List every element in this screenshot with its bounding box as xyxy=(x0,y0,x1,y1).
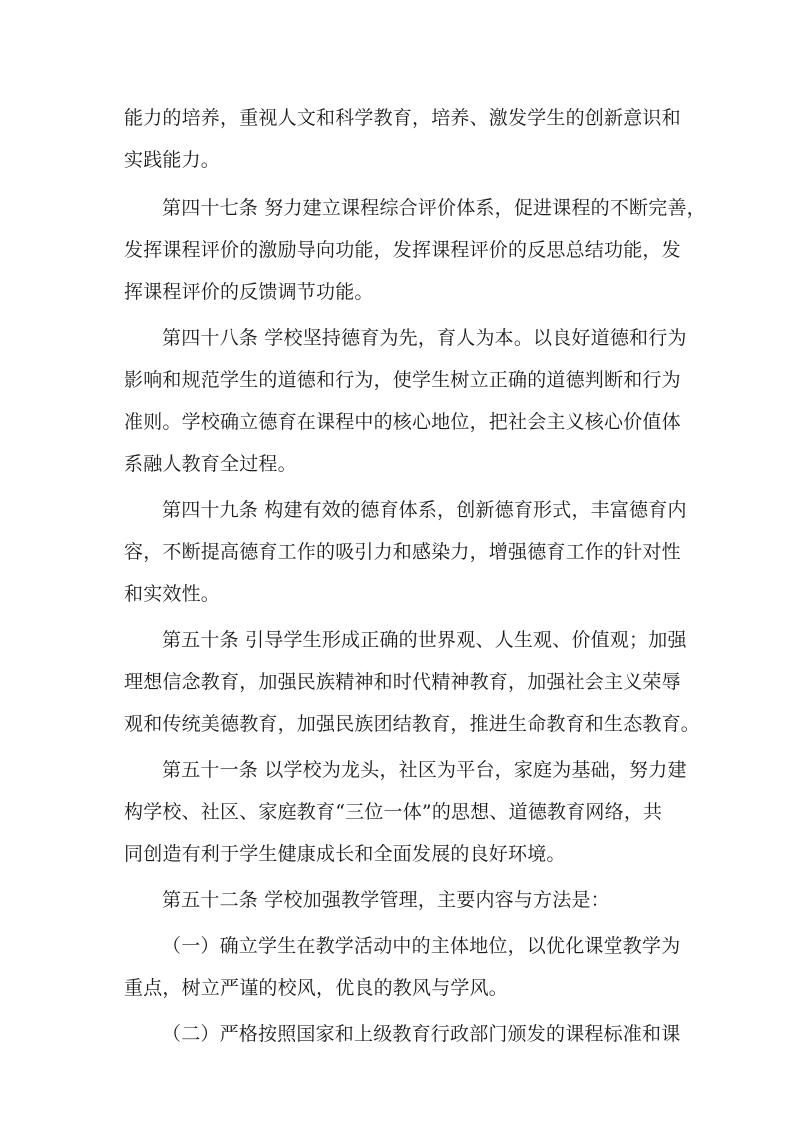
text-line-4: 发挥课程评价的激励导向功能，发挥课程评价的反思总结功能，发 xyxy=(124,239,681,261)
text-line-18: 同创造有利于学生健康成长和全面发展的良好环境。 xyxy=(124,843,566,865)
clause-2-line: （二）严格按照国家和上级教育行政部门颁发的课程标准和课 xyxy=(162,1023,681,1045)
text-line-1: 能力的培养，重视人文和科学教育，培养、激发学生的创新意识和 xyxy=(124,107,681,129)
text-line-17: 构学校、社区、家庭教育“三位一体”的思想、道德教育网络，共 xyxy=(124,801,663,823)
text-line-12: 和实效性。 xyxy=(124,583,221,605)
text-line-11: 容，不断提高德育工作的吸引力和感染力，增强德育工作的针对性 xyxy=(124,541,681,563)
article-47-heading-line: 第四十七条 努力建立课程综合评价体系，促进课程的不断完善， xyxy=(162,197,706,219)
text-line-7: 影响和规范学生的道德和行为，使学生树立正确的道德判断和行为 xyxy=(124,369,681,391)
article-51-heading-line: 第五十一条 以学校为龙头，社区为平台，家庭为基础，努力建 xyxy=(162,759,687,781)
text-line-9: 系融人教育全过程。 xyxy=(124,453,297,475)
text-line-2: 实践能力。 xyxy=(124,149,221,171)
article-48-heading-line: 第四十八条 学校坚持德育为先，育人为本。以良好道德和行为 xyxy=(162,327,687,349)
text-line-21: 重点，树立严谨的校风，优良的教风与学风。 xyxy=(124,977,509,999)
text-line-8: 准则。学校确立德育在课程中的核心地位，把社会主义核心价值体 xyxy=(124,411,681,433)
text-line-14: 理想信念教育，加强民族精神和时代精神教育，加强社会主义荣辱 xyxy=(124,671,681,693)
clause-1-line: （一）确立学生在教学活动中的主体地位，以优化课堂教学为 xyxy=(162,935,681,957)
article-49-heading-line: 第四十九条 构建有效的德育体系，创新德育形式，丰富德育内 xyxy=(162,499,687,521)
text-line-5: 挥课程评价的反馈调节功能。 xyxy=(124,281,374,303)
article-52-heading-line: 第五十二条 学校加强教学管理，主要内容与方法是： xyxy=(162,889,610,911)
article-50-heading-line: 第五十条 引导学生形成正确的世界观、人生观、价值观；加强 xyxy=(162,629,687,651)
text-line-15: 观和传统美德教育，加强民族团结教育，推进生命教育和生态教育。 xyxy=(124,713,701,735)
